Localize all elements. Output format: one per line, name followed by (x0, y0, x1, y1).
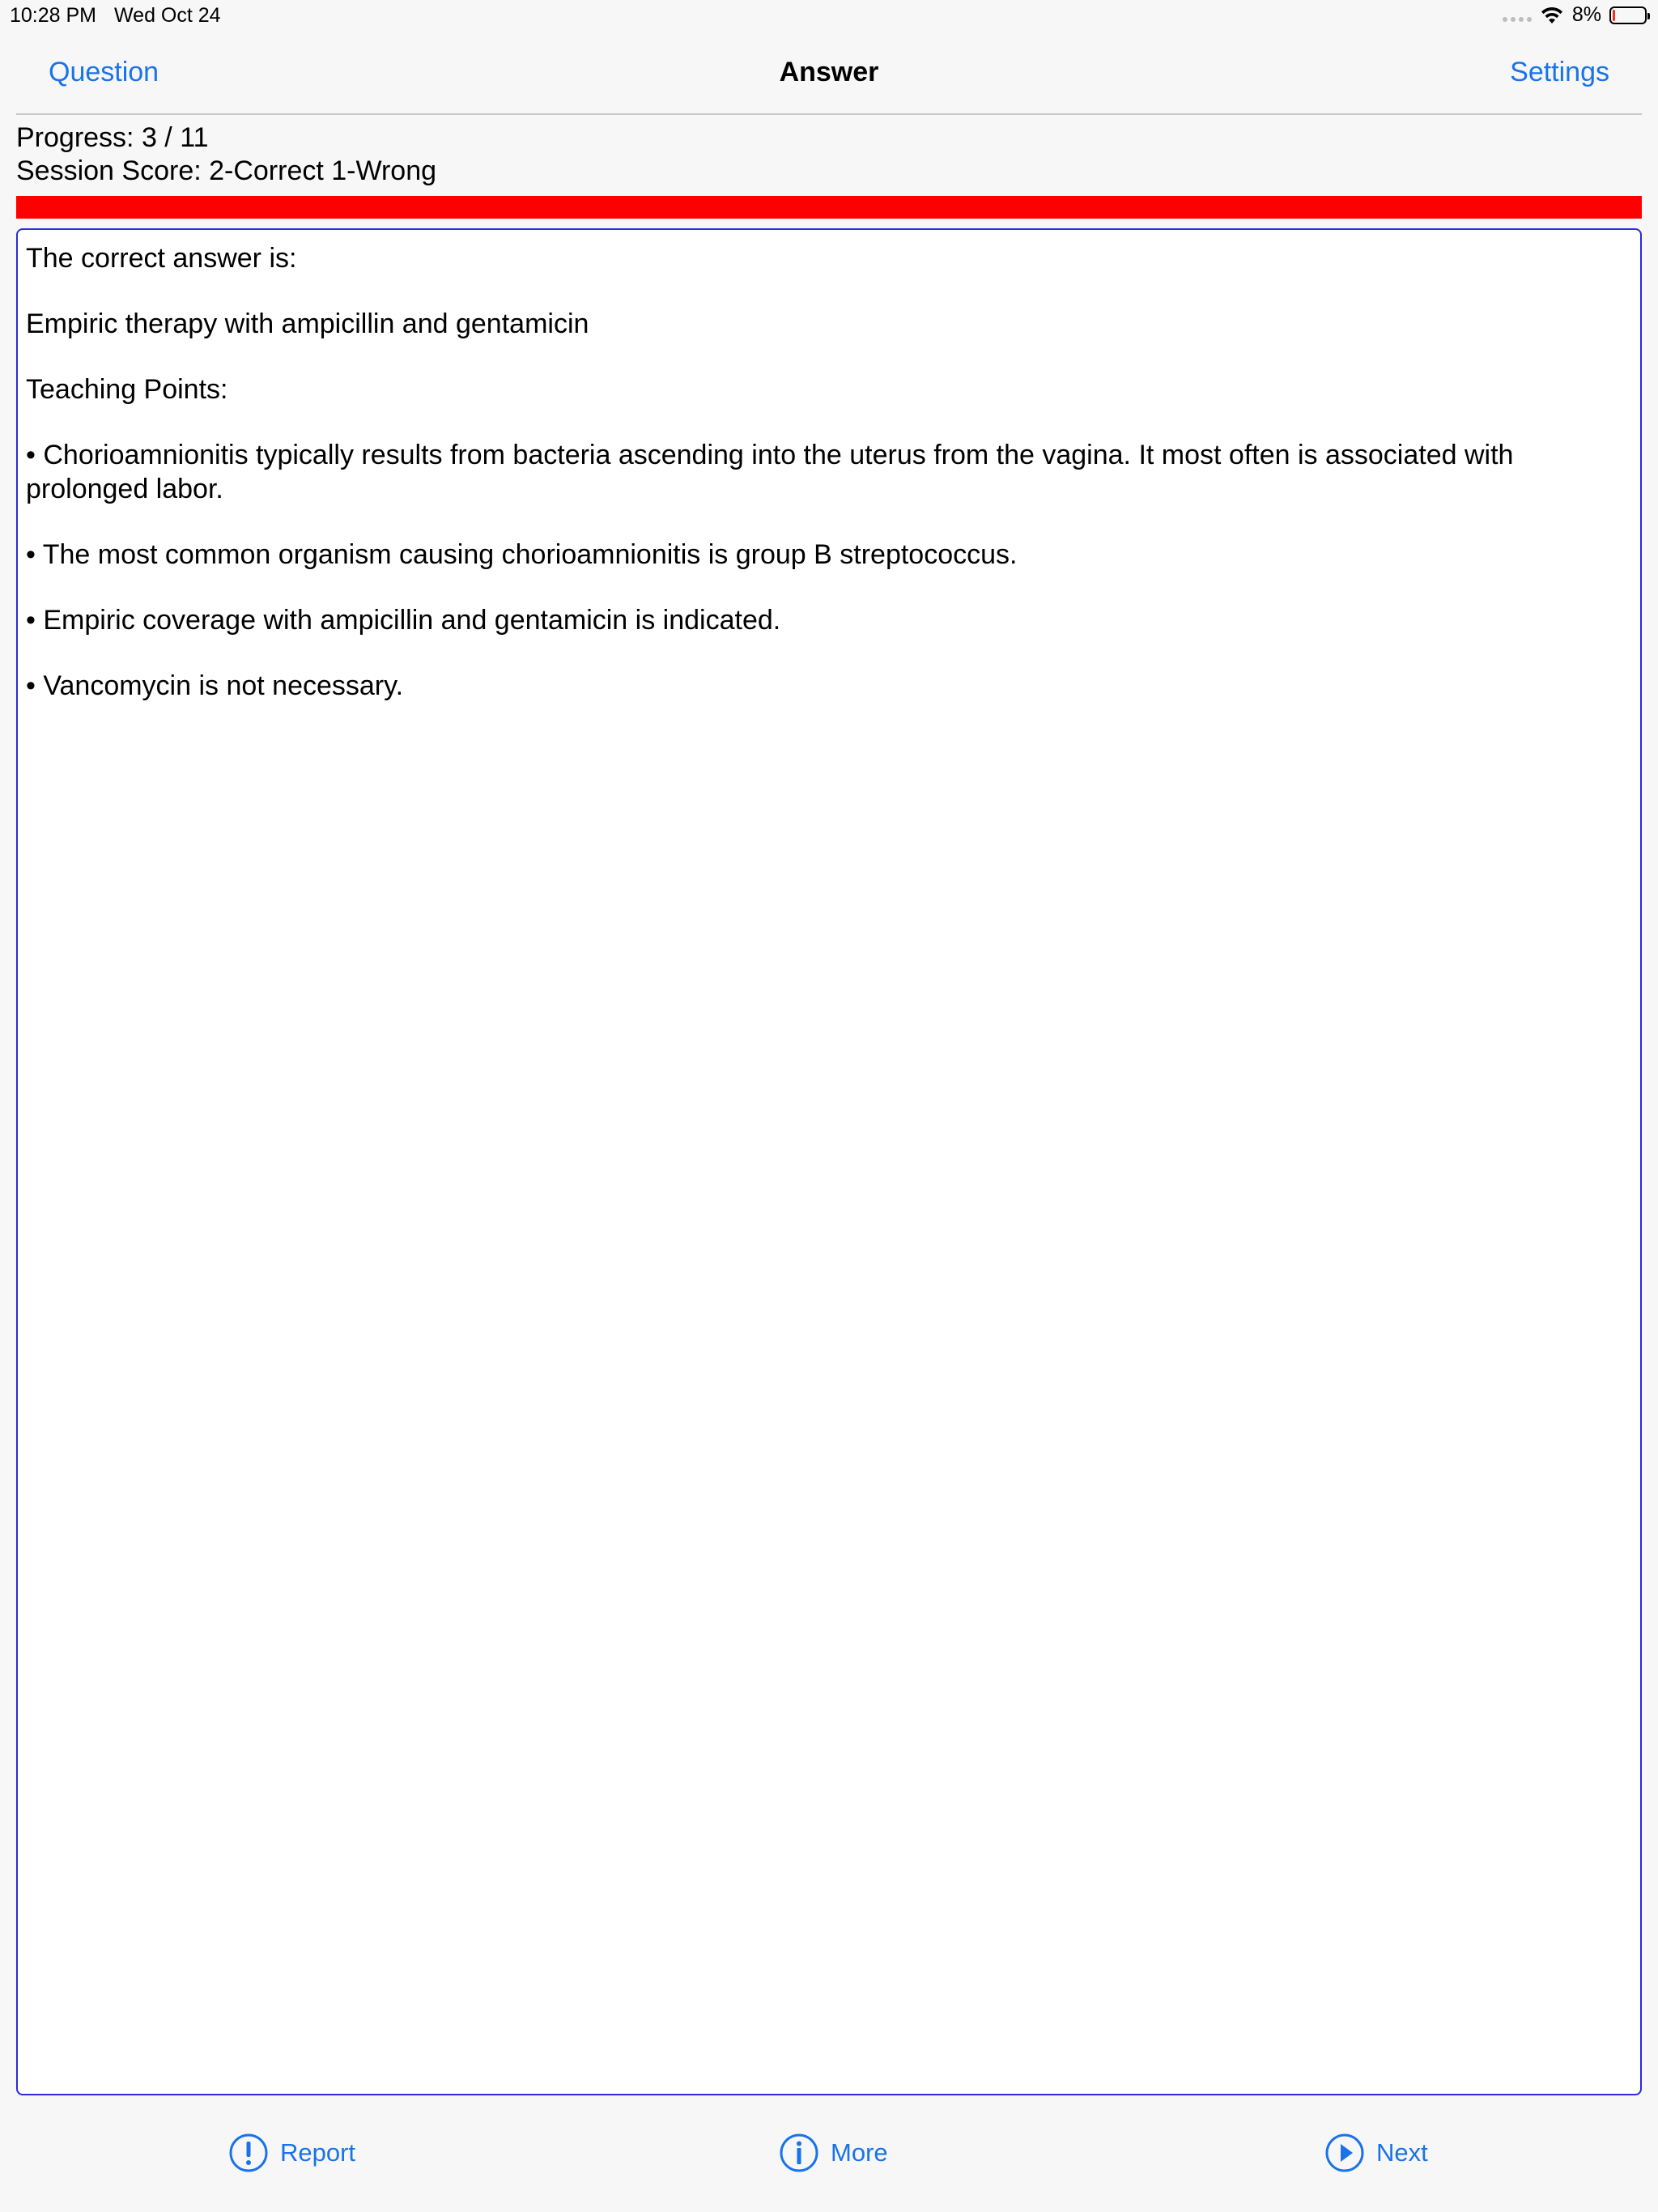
battery-icon (1609, 6, 1647, 24)
teaching-point: • The most common organism causing chorioamnionitis is group B streptococcus. (26, 539, 1018, 570)
bottom-toolbar (0, 2105, 1658, 2212)
settings-button[interactable]: Settings (1510, 57, 1609, 87)
battery-level (1613, 10, 1615, 21)
more-button[interactable] (779, 2133, 888, 2173)
answer-intro: The correct answer is: (26, 243, 297, 274)
report-label: Report (280, 2138, 356, 2167)
status-indicators (1503, 3, 1647, 27)
teaching-point: • Vancomycin is not necessary. (26, 670, 404, 701)
page-title: Answer (779, 57, 879, 87)
teaching-point: • Empiric coverage with ampicillin and gentamicin is indicated. (26, 605, 781, 636)
status-time-date (10, 4, 221, 28)
teaching-point: • Chorioamnionitis typically results from bacteria ascending into the uterus from the vagina. It most often is associated with prolonged labor. (26, 440, 1514, 504)
wifi-icon (1540, 6, 1564, 25)
status-bar (0, 0, 1658, 32)
progress-info (16, 121, 436, 188)
next-button[interactable] (1324, 2133, 1428, 2173)
report-button[interactable] (228, 2133, 355, 2173)
teaching-points-heading: Teaching Points: (26, 374, 228, 405)
question-button[interactable]: Question (49, 57, 159, 87)
status-date: Wed Oct 24 (114, 4, 221, 27)
play-circle-icon (1324, 2133, 1365, 2173)
cellular-signal-icon (1503, 17, 1532, 22)
status-time: 10:28 PM (10, 4, 97, 27)
next-label: Next (1376, 2138, 1428, 2167)
exclamation-circle-icon (228, 2133, 269, 2173)
progress-text: Progress: 3 / 11 (16, 122, 209, 153)
score-status-bar (16, 196, 1642, 219)
session-score-text: Session Score: 2-Correct 1-Wrong (16, 155, 437, 186)
more-label: More (831, 2138, 888, 2167)
answer-text-view[interactable] (16, 228, 1642, 2095)
battery-percent: 8% (1571, 3, 1601, 26)
info-circle-icon (779, 2133, 819, 2173)
correct-answer: Empiric therapy with ampicillin and gentamicin (26, 308, 589, 339)
navigation-bar (16, 32, 1642, 115)
